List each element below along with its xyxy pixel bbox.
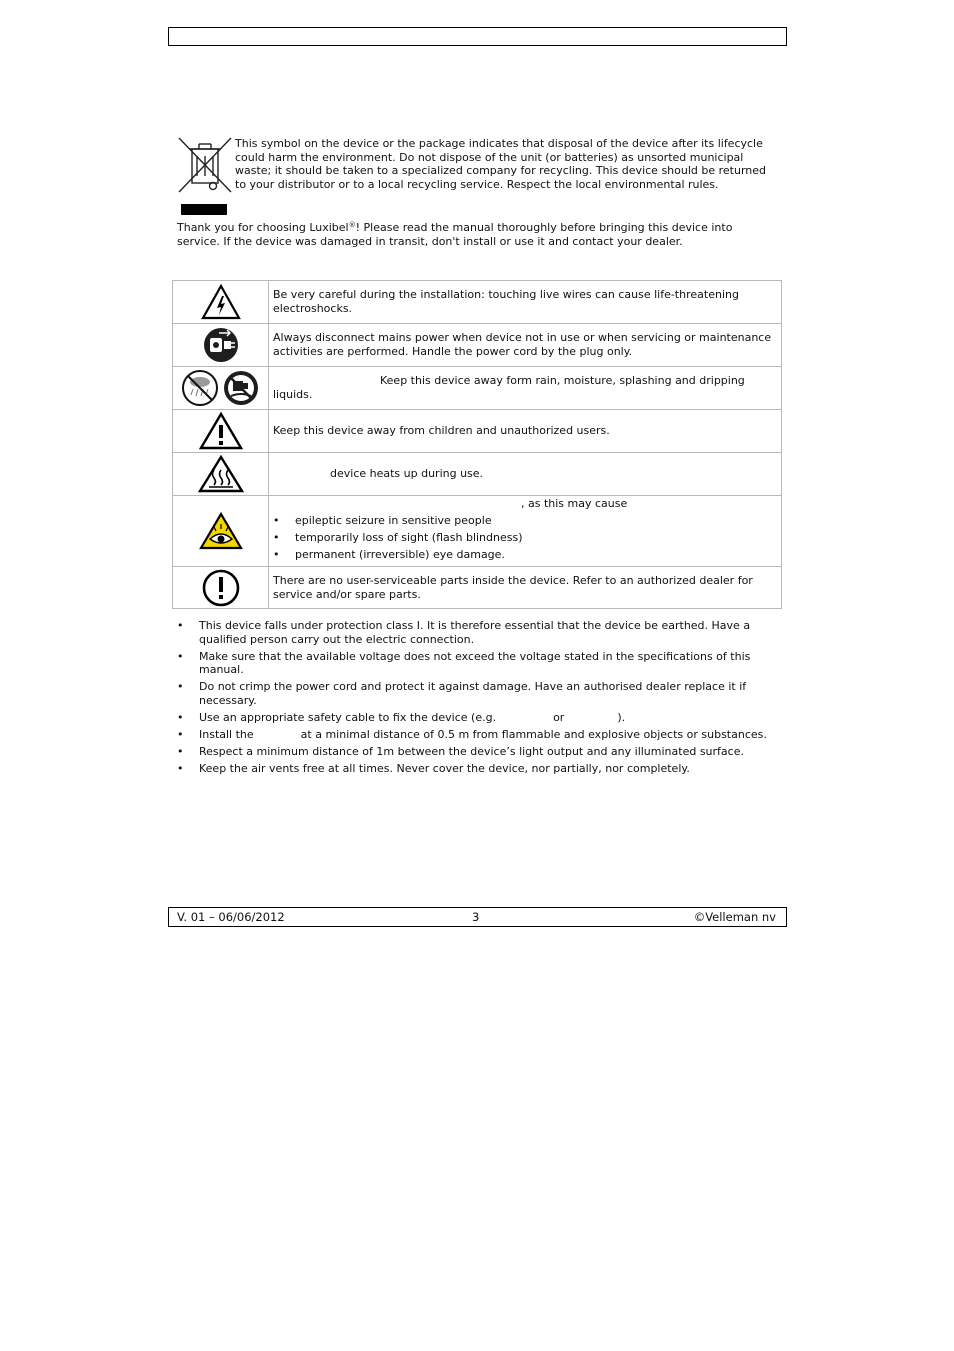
no-rain-icon [183, 371, 217, 405]
safety-instructions-table [172, 280, 782, 609]
safety-text-electroshock: Be very careful during the installation: touching live wires can cause life-threatening electroshocks. [273, 288, 739, 315]
safety-text-hot-surface [273, 467, 775, 481]
safety-text-eye-damage [273, 497, 775, 511]
list-item [177, 728, 772, 742]
no-rain-no-liquids-icons [173, 367, 269, 410]
intro-text-start: Thank you for choosing Luxibel [177, 221, 349, 234]
safety-text-service: There are no user-serviceable parts inside the device. Refer to an authorized dealer for service and/or spare parts. [273, 573, 753, 601]
list-item: • temporarily loss of sight (flash blindness) [273, 531, 775, 545]
eye-damage-warning-icon [173, 496, 269, 567]
list-item: • Do not crimp the power cord and protect it against damage. Have an authorised dealer replace it if necessary. [177, 680, 772, 707]
intro-text-end: ! Please read the manual thoroughly before bringing this device into service. If the device was damaged in transit, don't install or use it and contact your dealer. [177, 221, 733, 248]
list-item: • epileptic seizure in sensitive people [273, 514, 775, 528]
safety-row-service [173, 567, 782, 609]
footer-version: V. 01 – 06/06/2012 [177, 910, 285, 924]
safety-text-disconnect: Always disconnect mains power when device not in use or when servicing or maintenance activities are performed. Handle the power cord by the plug only. [273, 331, 772, 358]
intro-paragraph [177, 221, 777, 248]
general-warning-icon [173, 410, 269, 453]
safety-text-children: Keep this device away from children and unauthorized users. [273, 424, 610, 438]
crossed-out-wheelie-bin-icon [177, 136, 233, 216]
safety-row-disconnect [173, 324, 782, 367]
list-item [177, 711, 772, 725]
disconnect-mains-plug-icon [173, 324, 269, 367]
footer-page-number: 3 [472, 910, 480, 924]
footer-copyright: ©Velleman nv [693, 910, 776, 924]
weee-disposal-notice: This symbol on the device or the package indicates that disposal of the device after its lifecycle could harm the environment. Do not dispose of the unit (or batteries) as unsorted municipal waste; it should be taken to a specialized company for recycling. This device should be returned to your distributor or to a local recycling service. Respect the local environmental rules. [235, 137, 767, 191]
list-item-text: at a minimal distance of 0.5 m from flammable and explosive objects or substances. [300, 728, 767, 742]
list-item-text: Use an appropriate safety cable to fix the device (e.g. [199, 711, 497, 725]
general-guidelines-list [177, 619, 772, 779]
list-item: • permanent (irreversible) eye damage. [273, 548, 775, 562]
safety-text-liquids [273, 374, 775, 401]
list-item: • Keep the air vents free at all times. Never cover the device, nor partially, nor completely. [177, 762, 772, 776]
eye-damage-bullet-list [273, 514, 775, 562]
list-item: • This device falls under protection class I. It is therefore essential that the device be earthed. Have a qualified person carry out the electric connection. [177, 619, 772, 646]
registered-mark: ® [348, 221, 356, 229]
hot-surface-warning-icon [173, 453, 269, 496]
electric-shock-warning-icon [173, 281, 269, 324]
no-liquids-icon [224, 371, 258, 405]
safety-row-electroshock [173, 281, 782, 324]
page-header-box [168, 27, 787, 46]
safety-row-children [173, 410, 782, 453]
safety-row-hot-surface [173, 453, 782, 496]
list-item-text: ). [617, 711, 626, 725]
liquids-text: Keep this device away form rain, moisture, splashing and dripping liquids. [273, 374, 745, 401]
exclamation-circle-icon [173, 567, 269, 609]
list-item: • Make sure that the available voltage does not exceed the voltage stated in the specifications of this manual. [177, 650, 772, 677]
safety-row-eye-damage [173, 496, 782, 567]
eye-damage-text: , as this may cause [521, 497, 628, 511]
safety-row-liquids [173, 367, 782, 410]
hot-surface-text: device heats up during use. [330, 467, 484, 481]
list-item-text: Install the [199, 728, 254, 742]
list-item-text: or [553, 711, 565, 725]
list-item: • Respect a minimum distance of 1m between the device’s light output and any illuminated surface. [177, 745, 772, 759]
